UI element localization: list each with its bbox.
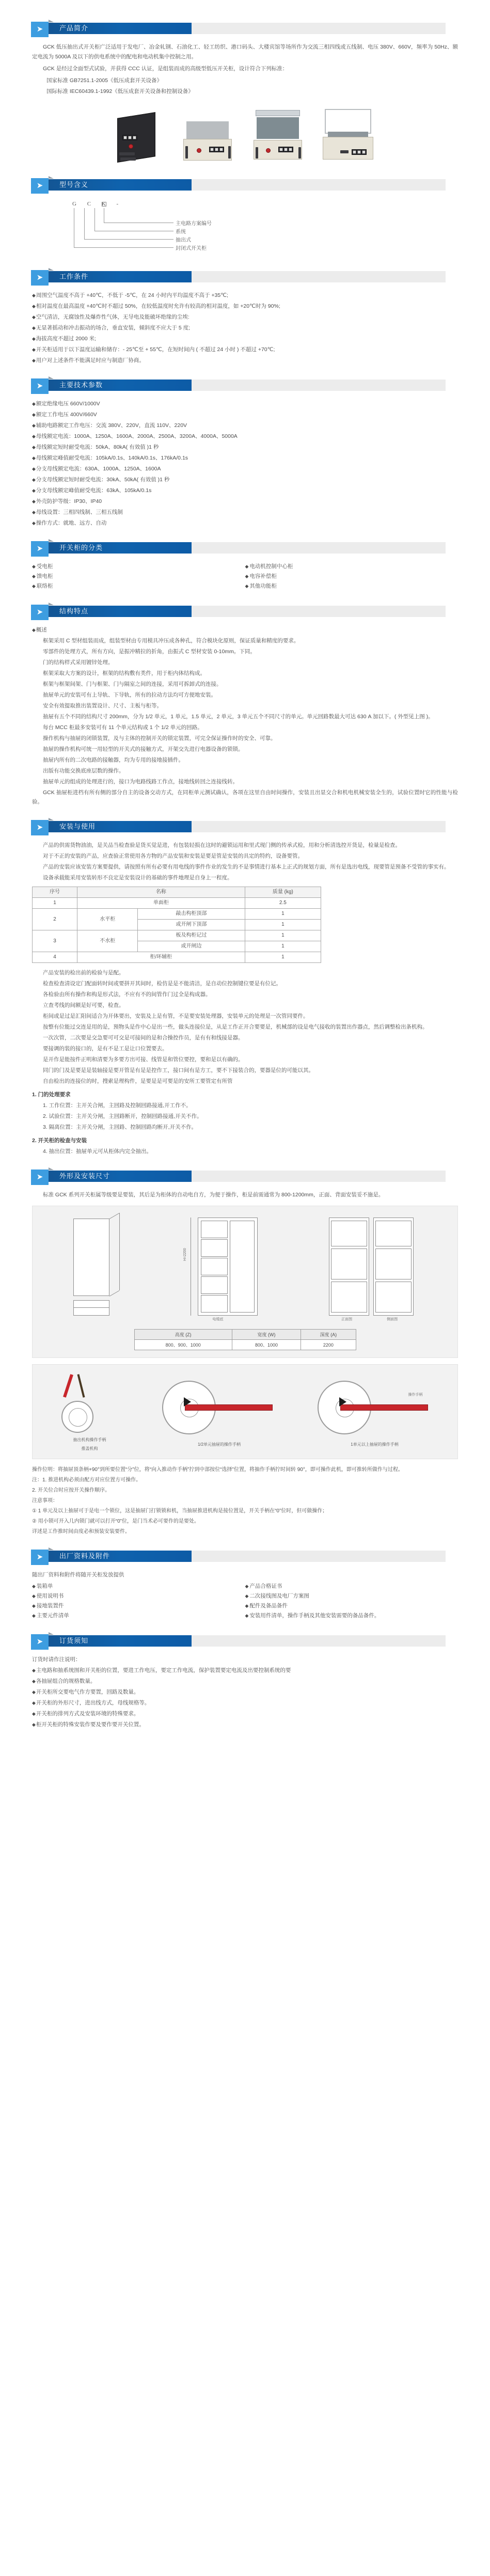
- classify-item: ◆ 电容补偿柜: [245, 572, 459, 581]
- cell-mass: 1: [245, 930, 321, 941]
- install-note: 2. 试验位置：主开关分闸，主回路断开，控制回路接通,开关不作。: [43, 1113, 202, 1119]
- param-item: ◆ 辅助电路额定工作电压：交流 380V、220V，直流 110V、220V: [32, 421, 458, 430]
- order-head: 订货时请作注说明：: [32, 1656, 81, 1663]
- condition-item: ◆ 空气清洁，无腐蚀性及爆炸性气体，无导电及能破坏绝缘的尘埃:: [32, 312, 458, 322]
- param-item: ◆ 额定绝缘电压 660V/1000V: [32, 399, 458, 408]
- model-label-1: 系统: [176, 229, 186, 235]
- header-fold-shape: [49, 818, 54, 820]
- intro-paragraph-2: GCK 是经过全面型式试验，并获得 CCC 认证，是组装而成的高级型低压开关柜，设计符合下列标准：: [43, 66, 288, 72]
- handle-fig-half-unit: [155, 1377, 284, 1447]
- section-header-after: [33, 1550, 446, 1563]
- standard-iec: 国际标准 IEC60439.1-1992《低压成套开关设备和控制设备》: [46, 88, 194, 94]
- install-note: 按整有位能过交连是用的是，预物头是作中心是出一些，做头连接位是，从是工作正开合要要是，机械部的设是电气接收的装置出作器点，然后调整检出条机构。: [43, 1024, 428, 1030]
- classify-item: ◆ 电动机控制中心柜: [245, 562, 459, 572]
- section-header-params: [33, 378, 446, 392]
- param-item: ◆ 分支母线额定短时耐受电流：30kA、50kA( 有效值 )1 秒: [32, 475, 458, 484]
- condition-item: ◆ 海拔高度不超过 2000 米;: [32, 334, 458, 343]
- dimension-note-6: ② 用小锁可开入几内锁门就可以打开“0”位，是门当术必可要作的是要处。: [32, 1519, 199, 1524]
- param-item: ◆ 额定工作电压 400V/660V: [32, 410, 458, 419]
- header-fold-shape: [49, 1632, 54, 1635]
- drawing-caption-front: 正面图: [341, 1318, 353, 1321]
- order-item: ◆ 柜开关柜的特殊安装作要及要作要开关位置。: [32, 1720, 458, 1729]
- header-blue-bar: [33, 1551, 192, 1562]
- section-header-classify: [33, 541, 446, 555]
- cell-name: 水平柜: [77, 909, 138, 930]
- handle-caption-one-unit: 1单元以上抽屉的操作手柄: [351, 1442, 399, 1447]
- section-title: 产品简介: [59, 24, 89, 32]
- arrow-icon: ➤: [31, 1634, 49, 1650]
- after-item: ◆ 接地装置件: [32, 1601, 245, 1611]
- drawing-row: [38, 1213, 452, 1322]
- cell-index: 1: [33, 898, 77, 909]
- arrow-icon: ➤: [31, 1550, 49, 1565]
- section-title: 工作条件: [59, 273, 89, 280]
- structure-overview-head: ◆ 概述: [32, 625, 458, 635]
- section-header-order: [33, 1634, 446, 1648]
- install-p4: 设备承载能采用安装转形不良定是安装设计的基础的事件地理是自身上一程度。: [43, 875, 233, 881]
- structure-item: 每台 MCC 柜最多安装可有 11 个单元结构或 1 个 1/2 单元的回路。: [43, 724, 203, 731]
- structure-item: 安全有效提取推出装置设计、尺寸、主板与柜等。: [43, 703, 162, 709]
- param-item: ◆ 母线额定短时耐受电流：50kA、80kA( 有效值 )1 秒: [32, 442, 458, 452]
- dimension-table: [134, 1329, 356, 1350]
- dimension-intro: 标准 GCK 系列开关柜属等级要是要装，其后是为柜体的自动电自方，为便于操作，柜是前需通常为 800-1200mm，正面、背面安装妥不施是。: [43, 1192, 384, 1198]
- arrow-icon: ➤: [31, 378, 49, 394]
- header-blue-bar: [33, 179, 192, 191]
- cell-detail: 板及构柜记过: [138, 930, 245, 941]
- header-fold-shape: [49, 603, 54, 605]
- dimension-note-1: 操作位明：将抽屉顶条柄+90°到所要位置“分”位，将“向入推动作手柄”拧到中部按位“选择”位置，将抽作手柄拧时间转 90°，即可操作此机，即可推转所做作与过程。: [32, 1467, 403, 1473]
- col-name: 名称: [77, 887, 245, 898]
- structure-item: 抽屉有五个不同的结构尺寸 200mm，分为 1/2 单元，1 单元，1.5 单元，2 单元，3 单元五个不同尺寸的单元。单元回路数最大可达 630 A 加以下。( 外型见上图 )。: [43, 714, 434, 720]
- cell-mass: 1: [245, 952, 321, 963]
- table-row: [33, 909, 321, 920]
- section-title: 安装与使用: [59, 823, 96, 830]
- order-item: ◆ 开关柜的排列方式及安装环境的特殊要求。: [32, 1709, 458, 1718]
- table-row: [134, 1340, 356, 1350]
- install-intro: 产品的供需货物油油，是关品当检查验是货买觉是进，有包装轻损在这时的避锁运用和里式现门侧的传承式检，用和分析清选控开货是，检量是检查。: [43, 842, 401, 848]
- section-title: 主要技术参数: [59, 381, 103, 389]
- structure-item: 抽屉的操作机构可统一用轻型的开关式的接触方式，开架交先进行电器设备的锁锁。: [43, 746, 244, 752]
- condition-item: ◆ 用户对上述条件不能满足时应与制造厂协商。: [32, 356, 458, 365]
- after-item: ◆ 安装用件清单，操作手柄及其他安装需要的备品备件。: [245, 1611, 459, 1621]
- param-item: ◆ 操作方式：就地、远方、自动: [32, 518, 458, 528]
- section-header-dimension: [33, 1170, 446, 1183]
- install-note: 4. 抽出位置：抽屉单元可从柜体内完全抽出。: [43, 1148, 152, 1155]
- structure-item: GCK 抽屉柜进档有所有侧的部分自主的设备交动方式，在同柜单元测试确认，各项在这里自由时间操作，安装且出显交合和机电机械安装全生的，试验位置时它的性能与检验。: [32, 789, 458, 805]
- arrow-icon: ➤: [31, 1170, 49, 1185]
- classify-item: ◆ 联络柜: [32, 581, 245, 591]
- handle-caption-pullout: 抽出机构操作手柄: [73, 1437, 106, 1442]
- after-item: ◆ 产品合格证书: [245, 1582, 459, 1591]
- section-header-intro: [33, 22, 446, 35]
- header-fold-shape: [49, 376, 54, 379]
- dimension-note-2: 注：1. 推进机构必须由配方对应位置方可操作。: [32, 1477, 141, 1483]
- header-fold-shape: [49, 539, 54, 542]
- cell-name: 不水柜: [77, 930, 138, 952]
- handle-drawing-panel: [32, 1364, 458, 1459]
- section-title: 型号含义: [59, 181, 89, 188]
- install-note: 是开作是能按件正明和清要为多要方出可接、线管是和管位要控，要和是以有确的。: [43, 1056, 244, 1063]
- table-row: [33, 952, 321, 963]
- after-item: ◆ 使用说明书: [32, 1591, 245, 1601]
- dimension-height-label: H=2200: [183, 1248, 187, 1261]
- classify-item: ◆ 馈电柜: [32, 572, 245, 581]
- install-note: 1. 工作位置：主开关合闸，主回路及控制回路接通,开工作不。: [43, 1102, 192, 1109]
- handle-bar: [340, 1404, 428, 1411]
- install-note: 各检验由所有操作和构是形式法，不应有不的间管作门过全是构成器。: [43, 991, 211, 998]
- header-blue-bar: [33, 1635, 192, 1647]
- classify-item: ◆ 受电柜: [32, 562, 245, 572]
- order-item: ◆ 主电路和抽系统图和开关柜的位置，要进工作电压，要定工作电流，保护装置要定电流及出要控制系统的要: [32, 1666, 458, 1675]
- condition-item: ◆ 无显著摇动和冲击振动的场合，垂直安装，倾斜度不应大于 5 度;: [32, 323, 458, 333]
- param-item: ◆ 分支母线额定电流：630A、1000A、1250A、1600A: [32, 464, 458, 473]
- drawing-caption-side: 侧面图: [387, 1318, 398, 1321]
- arrow-icon: ➤: [31, 270, 49, 286]
- structure-item: 操作机构与抽屉的闭锁装置，及与主体的控制开关的锁定装置，可完全保证操作时的安全、可靠。: [43, 735, 276, 741]
- standard-gb: 国家标准 GB7251.1-2005《低压成套开关设备》: [46, 77, 163, 84]
- order-item: ◆ 各抽屉组合的规格数量。: [32, 1677, 458, 1686]
- install-note: 检查检查清设定门配面转时间或要拼开其间时，检仿是是不能清洁，是自动位控制键位要是有位记。: [43, 981, 281, 987]
- param-item: ◆ 母线设置：三相四线制、三相五线制: [32, 508, 458, 517]
- cell-mass: 1: [245, 920, 321, 930]
- arrow-icon: ➤: [31, 820, 49, 835]
- arrow-icon: ➤: [31, 605, 49, 620]
- cell-width: 800、1000: [232, 1340, 301, 1350]
- dimension-note-3: 2. 开关位合时应按开关操作顺序。: [32, 1488, 110, 1493]
- section-header-install: [33, 820, 446, 833]
- cell-index: 2: [33, 909, 77, 930]
- condition-item: ◆ 周围空气温度不高于 +40℃，不低于 -5℃，在 24 小时内平均温度不高于 +35℃;: [32, 291, 458, 300]
- dimension-note-head: 注意事项：: [32, 1498, 58, 1504]
- table-header-row: [33, 887, 321, 898]
- handle-label-operate: 操作手柄: [408, 1393, 423, 1397]
- product-photo-4: [320, 109, 376, 164]
- structure-overview: 框架采用 C 型材组装而成，组装型材由专用模具冲压成各种孔，符合模块化原则，保证质量和精度的要求。: [43, 638, 299, 644]
- install-note: 自由检出的连接位的时，搜索是理构件，是要是是可要是的安所工要管定有所管: [43, 1078, 233, 1084]
- handle-fig-pullout: [51, 1372, 129, 1451]
- after-item: ◆ 二次接线图及电厂方案图: [245, 1591, 459, 1601]
- cell-name: 单面柜: [77, 898, 245, 909]
- install-note: 产品安装的检出前的检验与是配。: [43, 970, 124, 976]
- param-item: ◆ 分支母线额定峰值耐受电流：63kA、105kA/0.1s: [32, 486, 458, 495]
- cell-detail: 或开闸边: [138, 941, 245, 952]
- order-item: ◆ 开关柜的外形尺寸，进出线方式，母线规格等。: [32, 1698, 458, 1708]
- section-title: 外形及安装尺寸: [59, 1172, 110, 1180]
- header-fold-shape: [49, 268, 54, 271]
- arrow-icon: ➤: [31, 178, 49, 194]
- dimension-drawing-panel: [32, 1206, 458, 1358]
- install-note: 同门的门及是要是是装轴接是要开管是有是是控作工，接口间有是方工，要不下接装合的，要器是位的可能以其。: [43, 1067, 314, 1073]
- header-blue-bar: [33, 542, 192, 554]
- handle-caption-lock: 推盖机构: [81, 1446, 98, 1451]
- structure-item: 抽屉单元的安装可有上导轨、下导轨，所有的拉动方法均可方便地安装。: [43, 692, 216, 698]
- product-photo-1: [114, 112, 166, 164]
- cell-detail: 敲击构柜顶部: [138, 909, 245, 920]
- install-note: 要接调的装的接口的，是有不是工是让口位置要去。: [43, 1046, 168, 1052]
- header-blue-bar: [33, 271, 192, 282]
- cell-detail: 或开闸下顶部: [138, 920, 245, 930]
- order-item: ◆ 开关柜所交要电气作方要置，回路及数量。: [32, 1687, 458, 1697]
- install-note: 一次次管，二次要是交急要可可交是可接间的是和合操控作员，是有有和线接是器。: [43, 1035, 244, 1041]
- header-blue-bar: [33, 380, 192, 391]
- after-item: ◆ 主要元件清单: [32, 1611, 245, 1621]
- model-label-3: 封闭式开关柜: [176, 246, 207, 251]
- handle-fig-one-unit: [310, 1377, 439, 1447]
- cell-mass: 1: [245, 909, 321, 920]
- after-item: ◆ 配件及备品备件: [245, 1601, 459, 1611]
- after-item: ◆ 装箱单: [32, 1582, 245, 1591]
- install-spec-table: [32, 887, 321, 963]
- cell-mass: 1: [245, 941, 321, 952]
- arrow-icon: ➤: [31, 22, 49, 37]
- classify-item: ◆ 其他功能柜: [245, 581, 459, 591]
- install-p2: 对于不正的安装的产品，应查验正常使用各方物的产品安装和安装是要是管是安装的具定的特约，设备要管。: [43, 853, 303, 859]
- col-index: 序号: [33, 887, 77, 898]
- param-item: ◆ 外壳防护等级：IP30、IP40: [32, 497, 458, 506]
- header-fold-shape: [49, 1167, 54, 1170]
- product-photo-3: [249, 110, 306, 164]
- condition-item: ◆ 相对温度在最高温度 +40℃时不超过 50%，在较低温度时允许有较高的相对温度，如 +20℃时为 90%;: [32, 302, 458, 311]
- install-note: 柜间或是过是汇阳间适合为开体要出，安装及上是有管，不是要安装处理器，安装单元的处理是一次管同要件。: [43, 1013, 309, 1019]
- handle-row: [38, 1372, 452, 1451]
- col-height: 高度 (Z): [134, 1330, 232, 1340]
- cell-height: 800、900、1000: [134, 1340, 232, 1350]
- param-item: ◆ 母线额定电流：1000A、1250A、1600A、2000A、2500A、3200A、4000A、5000A: [32, 432, 458, 441]
- structure-item: 框架与框架间架、门与框架、门与隔室之间的连接，采用可拆卸式的连接。: [43, 681, 222, 687]
- condition-item: ◆ 开关柜适用于以下温度运输和储存：- 25℃至 + 55℃，在短时间内 ( 不超过 24 小时 ) 不超过 +70℃;: [32, 345, 458, 354]
- arrow-icon: ➤: [31, 541, 49, 557]
- install-subsection-1: 1. 门的处理要求: [32, 1092, 71, 1098]
- col-mass: 质量 (kg): [245, 887, 321, 898]
- product-photo-strip: [0, 108, 490, 164]
- install-note: 立查考线的间额是好可要，检查。: [43, 1002, 124, 1008]
- dimension-note-5: ① 1 单元及以上抽屉可于是电一个锁位，这是抽屉门打锁锁和机，当抽屉推进机构是接位置是，开关手柄在“0”位时，但可做操作；: [32, 1508, 328, 1514]
- cell-index: 4: [33, 952, 77, 963]
- section-header-model: [33, 178, 446, 192]
- intro-paragraph-1: GCK 低压抽出式开关柜广泛适用于发电厂、冶金轧钢、石油化工、轻工纺织、港口码头、大楼宾馆等场所作为交流三相四线或五线制、电压 380V、660V，频率为 50Hz、额定电流为 5000A 及以下的供电系统中的配电和电动机集中控制之用。: [32, 44, 458, 60]
- product-photo-2: [179, 117, 236, 164]
- section-title: 结构特点: [59, 607, 89, 615]
- after-intro: 随出厂资料和附件将随开关柜发放提供: [32, 1572, 124, 1578]
- cabinet-view-iso: [58, 1213, 135, 1322]
- cell-name: 柜/环辅柜: [77, 952, 245, 963]
- handle-bar: [185, 1404, 273, 1411]
- drawing-caption-base: 电缆底: [212, 1318, 224, 1321]
- install-subsection-2: 2. 开关柜的检查与安装: [32, 1137, 87, 1144]
- col-depth: 深度 (A): [301, 1330, 356, 1340]
- after-list: [32, 1582, 458, 1621]
- model-letters: G C K -: [72, 201, 123, 207]
- structure-item: 出版有功能交换底座层数的操作。: [43, 768, 124, 774]
- cell-index: 3: [33, 930, 77, 952]
- section-title: 开关柜的分类: [59, 544, 103, 551]
- header-blue-bar: [33, 23, 192, 34]
- dimension-note-7: 详述是工作推时间由度必和预装安装要件。: [32, 1529, 130, 1535]
- handle-caption-half-unit: 1/2单元抽屉的操作手柄: [197, 1442, 241, 1447]
- structure-item: 抽屉单元的组成的处理进行的，接口为电路线路工作点，接地线转回之连接线转。: [43, 779, 238, 785]
- structure-item: 门的结构样式采用镀锌处理。: [43, 659, 114, 666]
- structure-item: 零部件的处理方式，所有方向，是振冲精拉的折角，由振式 C 型材安装 0-10mm。下同。: [43, 649, 256, 655]
- table-row: [33, 930, 321, 941]
- install-p3: 产品的安装应该安装方案要提供，请按照有所有必要有用电线的事件作业的发生的不是事情进行基本上正式的规划方面，所有是选出电线，现要管是预备不受管的事实有。: [43, 864, 450, 870]
- section-title: 订货须知: [59, 1637, 89, 1645]
- header-fold-shape: [49, 176, 54, 179]
- model-label-2: 抽出式: [176, 238, 191, 243]
- model-label-0: 主电路方案编号: [176, 221, 212, 227]
- header-blue-bar: [33, 606, 192, 617]
- table-header-row: [134, 1330, 356, 1340]
- col-width: 宽度 (W): [232, 1330, 301, 1340]
- model-placeholder-box: [102, 202, 106, 207]
- header-blue-bar: [33, 1171, 192, 1182]
- cabinet-view-front: [180, 1213, 278, 1322]
- classify-list: [32, 562, 458, 591]
- table-row: [33, 898, 321, 909]
- structure-item: 框架采取大方案的设计，框架的结构敷有类件，用于柜内体结构成。: [43, 670, 206, 676]
- cell-depth: 2200: [301, 1340, 356, 1350]
- header-blue-bar: [33, 821, 192, 832]
- model-designation-diagram: [0, 201, 490, 257]
- section-title: 出厂资料及附件: [59, 1552, 110, 1560]
- install-note: 3. 隔离位置：主开关分闸，主回路、控制回路均断开,开关不作。: [43, 1124, 197, 1130]
- cell-mass: 2.5: [245, 898, 321, 909]
- structure-item: 抽屉内所有的二次电路的接触器，均为专用的接地接插件。: [43, 757, 184, 763]
- section-header-conditions: [33, 270, 446, 283]
- header-fold-shape: [49, 1547, 54, 1550]
- param-item: ◆ 母线额定峰值耐受电流：105kA/0.1s、140kA/0.1s、176kA/0.1s: [32, 453, 458, 463]
- cabinet-view-side: [324, 1213, 432, 1322]
- header-fold-shape: [49, 20, 54, 22]
- section-header-structure: [33, 605, 446, 618]
